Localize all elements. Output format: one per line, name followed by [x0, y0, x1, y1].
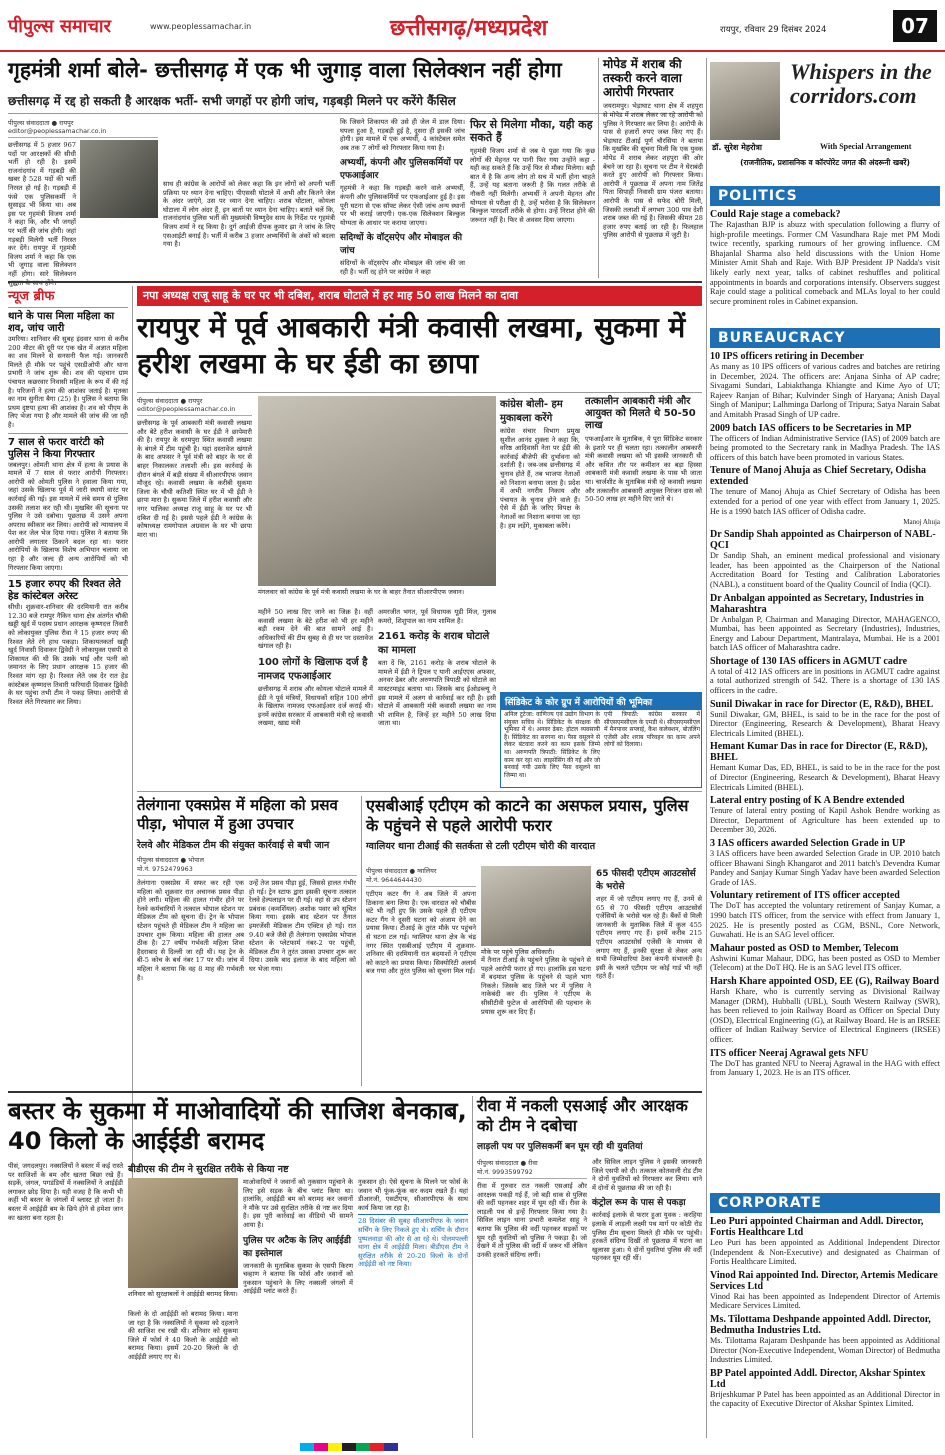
bureaucracy-item-text: Dr Sandip Shah, an eminent medical professional and visionary leader, has been appointed as the Chairperson of the National Accreditation Board for Testing and Calibration Laboratories (NABL), a constituent board of the Quality Council of India (QCI).: [710, 551, 940, 589]
ed-side: [585, 396, 702, 691]
telangana-col2: उन्हें तेज प्रसव पीड़ा हुई, जिससे हालत गंभीर हो गई। ट्रेन स्टाफ द्वारा इसकी सूचना तत्काल रेलवे हेल्पलाइन पर दी गई। वहां से उप स्टेशन प्रबंधक (कमर्शियल) अशोक पवार को सूचित किया गया। इसके बाद स्टेशन पर तैनात इमरजेंसी मेडिकल टीम एक्टिव हो गई। रात 9.40 बजे जैसे ही तेलंगाना एक्सप्रेस भोपाल स्टेशन के प्लेटफार्म नंबर-2 पर पहुंची, मेडिकल टीम ने तुरंत उसका उपचार शुरू कर दिया। उसके बाद इलाज के बाद महिला को घर भेजा गया।: [249, 879, 356, 973]
manoj-ahuja-photo-caption: Manoj Ahuja: [903, 518, 940, 527]
bureaucracy-section: [710, 328, 940, 1176]
sbi-col2: [481, 948, 591, 1016]
ed-col3-text: अमरजीत भगत, पूर्व विधायक यूडी मिंज, गुलाब कमरो, शिशुपाल का नाम शामिल है।: [378, 608, 496, 625]
print-color-strip: [300, 1436, 660, 1444]
bureaucracy-item-title: Lateral entry posting of K A Bendre extended: [710, 795, 905, 807]
sbi-side-text: शहर में जो एटीएम लगाए गए हैं, उनमें से 65 से 70 फीसदी एटीएम आउटसोर्स एजेंसियों के भरोसे चल रहे हैं। बैंकों से मिली जानकारी के मुताबिक जिले में कुल 455 एटीएम लगाए गए हैं। इनमें करीब 215 एटीएम आउटसोर्स एजेंसी के माध्यम से लगाए गए हैं, इनकी सुरक्षा से लेकर अन्य सभी जिम्मेदारियां ठेका कंपनी संभालती है। इसी के चलते एटीएम पर कोई गार्ड भी नहीं रहते हैं।: [596, 895, 702, 981]
corporate-item-text: Vinod Rai has been appointed as Independent Director of Artemis Medicare Services Limited.: [710, 1291, 940, 1311]
bureaucracy-item-title: Mahaur posted as OSD to Member, Telecom: [710, 942, 899, 954]
corporate-list: [710, 1216, 940, 1409]
bureaucracy-item-title: 3 IAS officers awarded Selection Grade in UP: [710, 838, 906, 849]
bureaucracy-item-text: 3 IAS officers have been awarded Selection Grade in UP. 2010 batch officer Bhawani Singh Khangarot and 2011 batch's Devendra Kumar Pandey and Sanjay Kumar Singh Yadav have been awarded Selection Grade of IAS.: [710, 849, 940, 887]
top-story-headline: गृहमंत्री शर्मा बोले- छत्तीसगढ़ में एक भी जुगाड़ वाला सिलेक्शन नहीं होगा: [8, 58, 562, 82]
bureaucracy-item-title: Voluntary retirement of ITS officer accepted: [710, 890, 900, 902]
sukma-col3: [243, 1178, 353, 1296]
bureaucracy-item-text: As many as 10 IPS officers of various cadres and batches are retiring in December, 2024. The officers are: Anjana Sinha of AP cadre; Sivagami Sundari, Labiakthanga Khiangte and Kime Ayo of UT; Rajeev Ranjan of Bihar; Kulvinder Singh of Haryana; Anish Dayal Singh of Manipur; Lalhminga Darlong of Tripura; Satya Narain Sabat and Amitabh Prasad Singh of UP cadre.: [710, 362, 940, 419]
bureaucracy-item-text: The DoT has accepted the voluntary retirement of Sanjay Kumar, a 1990 batch ITS officer, from the service with effect from January 1, 2025. He is presently posted as CGM, BSNL, Core Network, Guwahati. He is an SAG level officer.: [710, 901, 940, 940]
sbi-col1-text: एटीएम कटर गैंग ने अब जिले में अपना ठिकाना बना लिया है। एक वारदात को चौबीस घंटे भी नहीं हुए कि उसके पहले ही एटीएम कटर गैंग ने दूसरी घटना को अंजाम देने का प्रयास किया। टीआई के तुरंत मौके पर पहुंचने से घटना टल गई। ग्वालियर थाना क्षेत्र के चंद्र नगर स्थित एसबीआई एटीएम में शुक्रवार-शनिवार की दरमियानी रात बदमाशों ने एटीएम को काटने का प्रयास किया। सिक्योरिटी अलार्म बज गया और तुरंत पुलिस को सूचना मिल गई।: [366, 890, 476, 976]
ed-subhead-2: 2161 करोड़ के शराब घोटाले का मामला: [378, 631, 490, 657]
top-story-col3-text: कि जिसने शिकायत की उसे ही जेल में डाल दिया। घपला हुआ है, गड़बड़ी हुई है, दूसरा ही इसकी जांच होगी। इस मामले में एक अभ्यर्थी, 4 कांस्टेबल समेत अब तक 7 लोगों को गिरफ्तार किया गया है।: [340, 118, 465, 152]
sbi-photo-caption: मौके पर पहुंचे पुलिस अधिकारी।: [481, 948, 555, 956]
corporate-section: [710, 1193, 940, 1438]
newspaper-logo: पीपुल्स समाचार: [8, 16, 111, 37]
rewa-col2b-text: कार्रवाई इलाके से फरार हुआ युवक : करहिया इलाके में लाड़ली लक्ष्मी पथ मार्ग पर कोठी रोड पुलिस टीम सूचना मिलते ही मौके पर पहुंची। हरकतें संदिग्ध दिखीं तो पूछताछ में घटना का खुलासा हुआ। ये दोनों युवतियां पुलिस की वर्दी पहनकर घूम रही थीं।: [592, 1211, 702, 1263]
bureaucracy-item-text: Dr Anbalgan P, Chairman and Managing Director, MAHAGENCO, Mumbai, has been appointed as Secretary (Industries), Industries, Energy and Labour Department, Mantralaya, Mumbai. He is a 2001 batch IAS officer of Maharashtra cadre.: [710, 614, 940, 653]
sukma-photo-caption: शनिवार को सुरक्षाबलों ने आईईडी बरामद किया।: [128, 1290, 238, 1298]
top-story-col1: [8, 118, 158, 278]
ed-col2-text: महीने 50 लाख दिए जाने का जिक्र है। वहीं कवासी लखमा के बेटे हरीश को भी हर महीने बड़ी रकम देने की बात सामने आई है। अधिकारियों की टीम सुबह से ही घर पर दस्तावेज खंगाल रही है।: [258, 608, 373, 651]
ed-subhead-3: कांग्रेस बोली- हम मुकाबला करेंगे: [500, 399, 563, 424]
rewa-byline: पीपुल्स संवाददाता ● रीवा मो.नं. 9993599792: [477, 1158, 587, 1179]
moped-headline: मोपेड में शराब की तस्करी करने वाला आरोपी गिरफ्तार: [603, 57, 682, 99]
politics-section: [710, 186, 940, 316]
ed-subhead-1: 100 लोगों के खिलाफ दर्ज है नामजद एफआईआर: [258, 656, 368, 682]
telangana-headline: तेलंगाना एक्सप्रेस में महिला को प्रसव पीड़ा, भोपाल में हुआ उपचार: [137, 796, 338, 833]
syndicate-box-right: एपी त्रिपाठी: कांग्रेस सरकार में सीएसएमसीएल के एमडी थे। सीएसएमसीएल में मैनपावर सप्लाई, कैश कलेक्शन, बोतलिंग एजेंसी और शराब परिवहन का काम अपने लोगों को दिलाया।: [604, 711, 700, 749]
top-story-headline-block: [8, 58, 698, 92]
ed-side-text: एफआईआर के मुताबिक, ये पूरा सिंडिकेट सरकार के इशारे पर ही चलता रहा। तत्कालीन आबकारी मंत्री कवासी लखमा को भी इसकी जानकारी थी और कथित तौर पर कमीशन का बड़ा हिस्सा आबकारी मंत्री कवासी लखमा के पास भी जाता था। चार्जशीट के मुताबिक मंत्री रहे कवासी लखमा और तत्कालीन आबकारी आयुक्त निरंजन दास को 50-50 लाख हर महीने दिए जाते थे।: [585, 435, 702, 504]
page-number: 07: [893, 10, 937, 42]
bureaucracy-item-title: Shortage of 130 IAS officers in AGMUT cadre: [710, 655, 908, 667]
syndicate-box-left: अनिल टुटेजा: वाणिज्य एवं उद्योग विभाग के संयुक्त सचिव थे। सिंडिकेट के संरक्षक की भूमिका में थे। अनवर ढेबर: होटल व्यवसायी है। सिंडिकेट का सरगना था। पैसा वसूलने से लेकर बंटवारा करने का काम इसके जिम्मे था। अरुणपति त्रिपाठी: सिंडिकेट के लिए काम कर रहा था। लाइसेंसिंग की गई और जो बनवाई गयी उसके लिए पैसा वसूलने का जिम्मा था।: [504, 711, 600, 779]
sbi-headline: एसबीआई एटीएम को काटने का असफल प्रयास, पुलिस के पहुंचने से पहले आरोपी फरार: [366, 796, 689, 835]
ed-col2b-text: छत्तीसगढ़ में शराब और कोयला घोटाले मामले में ईडी ने पूर्व मंत्रियों, विधायकों सहित 100 लोगों के खिलाफ नामजद एफआईआर दर्ज कराई थी। इनमें कांग्रेस सरकार में आबकारी मंत्री रहे कवासी लखमा, खाद्य मंत्री: [258, 684, 373, 728]
bureaucracy-item-text: Hemant Kumar Das, ED, BHEL, is said to be in the race for the post of Director (Engineering, Research & Development), Bharat Heavy Electricals Limited (BHEL).: [710, 763, 940, 792]
bureaucracy-item-title: 10 IPS officers retiring in December: [710, 351, 864, 362]
sukma-col1: पीसं, जगदलपुर। नक्सलियों ने बस्तर में कई रास्ते पर साजिशों के बम और खतरा बिछा रखे हैं। सड़कें, जंगल, पगडंडियों में नक्सलियों ने आईईडी लगाकर छोड़ दिया है। यही वजह है कि कभी भी कहीं भी बस्तर के जंगलों में ब्लास्ट हो जाता है। बस्तर में आईईडी बम के छिपे होने से हमेशा जान का खतरा बना रहता है।: [8, 1162, 123, 1222]
sbi-col2-text: में तैनात टीआई के पहुंचने पुलिस के पहुंचने से पहले आरोपी फरार हो गए। हालांकि इस घटना में बदमाश पुलिस के पहुंचने से पहले भाग निकले। जिसके बाद जिले भर में पुलिस ने नाकेबंदी कर दी। पुलिस ने एटीएम के सीसीटीवी फुटेज से आरोपियों की पहचान के प्रयास शुरू कर दिए हैं।: [481, 956, 591, 1016]
sukma-headline: बस्तर के सुकमा में माओवादियों की साजिश बेनकाब, 40 किलो के आईईडी बरामद: [8, 1097, 467, 1155]
sukma-col2: किलो के दो आईईडी को बरामद किया। माना जा रहा है कि नक्सलियों ने सुकमा को दहलाने की साजिश रच रखी थी। शनिवार को सुकमा जिले में फोर्स ने 40 किलो के आईईडी को बरामद किया। इसमें 20-20 किलो के दो आईईडी लगाए गए थे।: [128, 1310, 238, 1361]
top-story-col2-text: साथ ही कांग्रेस के आरोपों को लेकर कहा कि इन लोगों को अपनी भर्ती प्रक्रिया पर ध्यान देना चाहिए। पीएससी घोटाले में अभी और कितने जेल के अंदर जाएंगे, उस पर ध्यान देना चाहिए। शराब घोटाला, कोयला घोटाला में लोग अंदर हैं, इन बातों पर ध्यान देना चाहिए। बताते चलें कि, राजनांदगांव पुलिस भर्ती की मुख्यमंत्री विष्णुदेव साय के निर्देश पर गृहमंत्री विजय शर्मा ने रद्द किया है। दुर्ग आईजी दीपक कुमार झा ने जांच के लिए एसआईटी बनाई है। भर्ती में करीब 3 हजार अभ्यर्थियों के अंकों को बदला गया है।: [163, 180, 335, 249]
sbi-story: [366, 796, 702, 1086]
atm-photo: [481, 866, 591, 946]
politics-list: [710, 209, 940, 306]
rewa-col2: [592, 1158, 702, 1263]
bureaucracy-item-title: Dr Anbalgan appointed as Secretary, Industries in Maharashtra: [710, 592, 924, 615]
ed-col2: [258, 608, 373, 786]
sbi-side: [596, 866, 702, 981]
top-story-col4: [470, 118, 595, 278]
bureaucracy-item-title: Sunil Diwakar in race for Director (E, R&D), BHEL: [710, 698, 934, 710]
byline: पीपुल्स संवाददाता ● रायपुर editor@peoplessamachar.co.in: [8, 118, 158, 138]
sukma-info-box: 28 दिसंबर की सुबह सीआरपीएफ के जवान सर्चिंग के लिए निकले हुए थे। सर्चिंग के दौरान पुष्पलवाड़ा की ओर से आ रहे थे। पोलमपल्ली थाना क्षेत्र में आईईडी मिला। बीडीएस टीम ने सुरक्षित तरीके से 20-20 किलो के दोनों आईईडी को नष्ट किया।: [358, 1214, 468, 1269]
rewa-col1: [477, 1158, 587, 1259]
bureaucracy-item-text: The DoT has granted NFU to Neeraj Agrawal in the HAG with effect from January 1, 2023. He is an ITS officer.: [710, 1058, 940, 1078]
home-minister-photo: [80, 140, 158, 218]
bureaucracy-item-text: Ashwini Kumar Mahaur, DDG, has been posted as OSD to Member (Telecom) at the DoT HQ. He is an SAG level ITS officer.: [710, 953, 940, 973]
telangana-col1: तेलंगाना एक्सप्रेस में सफर कर रही एक महिला को शुक्रवार रात अचानक प्रसव पीड़ा होने लगी। महिला की हालत गंभीर होने पर रेलवे कर्मचारियों ने तत्काल भोपाल स्टेशन पर मेडिकल टीम को सूचना दी। ट्रेन के भोपाल स्टेशन पहुंचते ही मेडिकल टीम ने महिला का उपचार शुरू किया। महिला की हालत अब ठीक है। 27 वर्षीय गर्भवती महिला शिवा हैदराबाद से दिल्ली जा रही थी। यह ट्रेन के बी-5 कोच के बर्थ नंबर 17 पर थी। जांच में महिला ने बताया कि वह 8 माह की गर्भवती है।: [137, 879, 244, 982]
top-story-subhead: छत्तीसगढ़ में रद्द हो सकती है आरक्षक भर्ती- सभी जगहों पर होगी जांच, गड़बड़ी मिलने पर करेंगे कैंसिल: [8, 94, 456, 108]
brief-item-text: सीधी। शुक्रवार-शनिवार की दरमियानी रात करीब 12.30 बजे रामपुर नैकिन थाना क्षेत्र अंतर्गत चौकी खड्डी खुर्द में पदस्थ प्रधान आरक्षक कृष्णदत्त तिवारी को लोकायुक्त पुलिस रीवा ने 15 हजार रुपए की रिश्वत लेते रंगे हाथ पकड़ा। शिकायतकर्ता खड्डी खुर्द निवासी दिवाकर द्विवेदी ने लोकायुक्त एसपी से शिकायत की थी कि उसके भाई और पत्नी को जमानत के लिए प्रधान आरक्षक 15 हजार की रिश्वत मांग रहा है। रिश्वत लेते जब देर रात हेड कांस्टेबल कृष्णदत्त तिवारी फरियादी दिवाकर द्विवेदी के घर पहुंचा तभी टीम ने पकड़ लिया। आरोपी से रिश्वत लेते गिरफ्तार कर लिया।: [8, 603, 128, 706]
website-link[interactable]: www.peoplessamachar.in: [150, 22, 252, 31]
top-story-subhead-3: फिर से मिलेगा मौका, यही कह सकते हैं: [470, 118, 593, 144]
ed-col4: [500, 396, 580, 691]
bureaucracy-item-title: ITS officer Neeraj Agrawal gets NFU: [710, 1047, 869, 1059]
sbi-col1: [366, 866, 476, 976]
top-story-subhead-2: सदिग्धों के वॉट्सऐप और मोबाइल की जांच: [340, 233, 463, 257]
sbi-subhead: ग्वालियर थाना टीआई की सतर्कता से टली एटीएम चोरी की वारदात: [366, 841, 596, 852]
rewa-story: [477, 1096, 702, 1438]
moped-story: [603, 58, 703, 278]
whispers-tagline: (राजनीतिक, प्रशासनिक व कॉरपोरेट जगत की अंदरूनी खबरें): [740, 158, 910, 167]
politics-heading: POLITICS: [710, 186, 940, 206]
dateline: रायपुर, रविवार 29 दिसंबर 2024: [720, 25, 827, 35]
top-story-col3b-text: गृहमंत्री ने कहा कि गड़बड़ी करने वाले अभ्यर्थी, कंपनी और पुलिसकर्मियों पर एफआईआर हुई है। इस पूरी घटना से एक सॉफ्ट लेकर ऐसी जांच अन्य स्थानों पर भी कराई जाएगी। एक-एक सिलेक्शन बिल्कुल योग्यता के आधार पर कराया जाएगा।: [340, 184, 465, 227]
telangana-story: [137, 796, 357, 1086]
syndicate-box: [500, 692, 702, 788]
ed-col1-text: छत्तीसगढ़ के पूर्व आबकारी मंत्री कवासी लखमा और बेटे हरीश कवासी के घर ईडी ने छापेमारी की है। रायपुर के धरमपुरा स्थित कवासी लखमा के बंगले में टीम पहुंची है। यहां दस्तावेज खंगाले के बाद अफसर ने पूर्व मंत्री को बाहर के घर से बाहर निकालकर तलाशी ली। इस कार्रवाई के दौरान बंगले में बड़ी संख्या में सीआरपीएफ जवान मौजूद रहे। कवासी लखमा के करीबी सुकमा जिला के चौथी कतिशी स्थित घर में भी ईडी ने छापा मारा है। सुकमा जिले में हरीश कवासी और नगर पालिका अध्यक्ष राजू साहू के घर पर भी दबिश दी गई है। इससे पहले ईडी ने कांग्रेस के कोषाध्यक्ष रामगोपाल अग्रवाल के घर भी छापा मारा था।: [137, 419, 252, 539]
bureaucracy-item-text: A total of 412 IAS officers are in positions in AGMUT cadre against a total authorized strength of 542. There is a shortage of 130 IAS officers in the cadre.: [710, 666, 940, 696]
brief-item-text: उमरिया। शानिवार की सुबह इंदवार थाना से करीब 200 मीटर की दूरी पर एक खेत में अज्ञात महिला का शव मिलने से सनसनी फैल गई। जानकारी मिलते ही मौके पर पहुंचे एसडीओपी और थाना प्रभारी ने जांच शुरू की। शव की पहचान ग्राम पंचायत कछरवार निवासी महिला के रूप में की गई है। परिजनों ने हत्या की आशंका जताई है। मृतका का नाम सुनीता बैगा (25) है। पुलिस ने बताया कि प्रथम दृष्टया हत्या की आशंका है। शव को पीएम के लिए भेजा गया है और मामले की जांच की जा रही है।: [8, 335, 128, 429]
corporate-item-title: Ms. Tilottama Deshpande appointed Addl. Director, Bedmutha Industries Ltd.: [710, 1313, 931, 1336]
bureaucracy-item-title: Dr Sandip Shah appointed as Chairperson of NABL-QCI: [710, 529, 936, 552]
bureaucracy-item-text: The officers of Indian Administrative Service (IAS) of 2009 batch are being promoted to the Secretary rank in Madhya Pradesh. The IAS officers of this batch have been promoted in various States.: [710, 433, 940, 462]
sbi-byline: पीपुल्स संवाददाता ● ग्वालियर मो.नं. 9644644430: [366, 866, 476, 887]
corporate-item-text: Ms. Tilottama Rajaram Deshpande has been appointed as Additional Director (Non-Executive Independent, Woman Director) of Bedmutha Industries Limited.: [710, 1335, 940, 1365]
bureaucracy-item-text: Harsh Khare, who is currently serving as Divisional Railway Manager (DRM), Hubballi (UBL), South Western Railway (SWR), has been relieved to join Railway Board as Officer on Special Duty (OSD), Electrical Engineering (G), at Railway Board. He is an IRSEE officer of Indian Railway Service of Electrical Engineers (IRSEE) officer.: [710, 986, 940, 1044]
ed-story-headline: रायपुर में पूर्व आबकारी मंत्री कवासी लखमा, सुकमा में हरीश लखमा के घर ईडी का छापा: [137, 311, 686, 380]
ed-col3: [378, 608, 496, 786]
sukma-col3b-text: जानकारी के मुताबिक सुकमा के एसपी किरण चव्हाण ने बताया कि फोर्स और जवानों को नुकसान पहुंचाने के लिए नक्सली जंगलों में आईईडी प्लांट करते हैं।: [243, 1261, 353, 1296]
top-story-col3: [340, 118, 465, 278]
section-title: छत्तीसगढ़/मध्यप्रदेश: [390, 16, 548, 41]
whispers-header: [710, 58, 940, 176]
ed-col1: [137, 396, 252, 786]
ed-raid-photo: [258, 396, 496, 586]
ed-photo-caption: मंगलवार को कांग्रेस के पूर्व मंत्री कवासी लखमा के घर के बाहर तैनात सीआरपीएफ जवान।: [258, 588, 465, 596]
ed-side-headline: तत्कालीन आबकारी मंत्री और आयुक्त को मिलते थे 50-50 लाख: [585, 396, 696, 431]
sukma-col3-text: माओवादियों ने जवानों को नुकसान पहुंचाने के लिए इसे सड़क के बीच प्लांट किया था। हालांकि, आईईडी बम को बरामद कर जवानों ने मौके पर उसे सुरक्षित तरीके से नष्ट कर दिया है। इस पूरी कार्रवाई का वीडियो भी सामने आया है।: [243, 1178, 353, 1229]
rewa-col2-text: और सिविल लाइन पुलिस ने इसकी जानकारी जिले एसपी को दी। तत्काल कोतवाली रोड टीम ने दोनों युवतियों को गिरफ्तार कर लिया। थाने में दोनों से पूछताछ की जा रही है।: [592, 1158, 702, 1192]
bureaucracy-item-title: Harsh Khare appointed OSD, EE (G), Railway Board: [710, 975, 940, 987]
rewa-subhead-2: कंट्रोल रूम के पास से पकड़ा: [592, 1198, 686, 1209]
brief-item-text: जबलपुर। ओमती थाना क्षेत्र में हत्या के प्रयास के मामले में 7 साल से फरार आरोपी गिरफ्तार। आरोपी को ओमती पुलिस ने हवाला किया गया, जहां उसके खिलाफ पूर्व में जारी स्थायी वारंट पर कार्रवाई की गई। इस मामले में लंबे समय से पुलिस उसकी तलाश कर रही थी। मुखबिर की सूचना पर पुलिस ने उसे दबोचा। पूछताछ में उसने अपना अपराध स्वीकार कर लिया। आरोपी को न्यायालय में पेश कर जेल भेज दिया गया। पुलिस ने बताया कि आरोपी लगातार ठिकाने बदल रहा था। फरार आरोपियों के खिलाफ विशेष अभियान चलाया जा रहा है और जल्द ही अन्य आरोपियों को भी गिरफ्तार किया जाएगा।: [8, 460, 128, 572]
corporate-item-text: Brijeshkumar P Patel has been appointed as an Additional Director in the capacity of Executive Director of Akshar Spintex Limited.: [710, 1389, 940, 1409]
politics-item-text: The Rajasthan BJP is abuzz with speculation following a flurry of high-profile meetings. Former CM Vasundhara Raje met PM Modi twice recently, sparking rumours of her growing influence. CM Bhajanlal Sharma also held discussions with the Union Home Minister Amit Shah and Raje. With BJP President JP Nadda's visit likely early next year, talks of cabinet reshuffles and political appointments in boards and corporations intensify. Observers suggest Raje could stage a political comeback and MLAs loyal to her could secure prominent roles in Cabinet expansion.: [710, 220, 940, 306]
top-story-col3c-text: संदिग्धों के वॉट्सऐप और मोबाइल की जांच की जा रही है। भर्ती रद्द होने पर कांग्रेस ने कहा: [340, 259, 465, 276]
sukma-subhead: बीडीएस की टीम ने सुरक्षित तरीके से किया नष्ट: [128, 1164, 289, 1175]
rewa-headline: रीवा में नकली एसआई और आरक्षक को टीम ने दबोचा: [477, 1096, 688, 1135]
rewa-subhead: लाड़ली पथ पर पुलिसकर्मी बन घूम रही थी युवतियां: [477, 1142, 643, 1152]
top-story-col2: [163, 118, 335, 278]
moped-text: जयरामपुर। भेड़ाघाट थाना क्षेत्र में शहपुरा से मोपेड में शराब लेकर जा रहे आरोपी को पुलिस ने गिरफ्तार कर लिया है। आरोपी के पास से हजारों रुपए जब्त किए गए हैं। भेड़ाघाट टीआई पूर्ण चौरसिया ने बताया कि मुखबिर की सूचना मिली कि एक युवक मोपेड में शराब लेकर शहपुरा की ओर बेचने जा रहा है। सूचना पर टीम ने घेराबंदी करते हुए आरोपी को गिरफ्तार किया। आरोपी ने पूछताछ में अपना नाम जितेंद्र पिता सिपाही निवासी ग्राम पंजरा बताया। आरोपी के पास से सफेद बोरी मिली, जिसकी तलाशी में लगभग 300 पाव देशी शराब जब्त की गई है। जिसकी कीमत 28 हजार रुपए बताई जा रही है। फिलहाल पुलिस आरोपी से पूछताछ में जुटी है।: [603, 102, 703, 240]
corporate-item-title: BP Patel appointed Addl. Director, Akshar Spintex Ltd: [710, 1367, 926, 1390]
special-arrangement: With Special Arrangement: [820, 142, 912, 151]
columnist-name: डॉ. सुरेश मेहरोत्रा: [712, 143, 762, 152]
brief-item-title: थाने के पास मिला महिला का शव, जांच जारी: [8, 307, 128, 335]
sukma-story: [8, 1096, 468, 1438]
bureaucracy-item-text: Tenure of lateral entry posting of Kapil Ashok Bendre working as Director, Department of Agriculture has been extended up to December 30, 2026.: [710, 806, 940, 835]
sbi-side-title: 65 फीसदी एटीएम आउटसोर्स के भरोसे: [596, 869, 696, 892]
bureaucracy-heading: BUREAUCRACY: [710, 328, 940, 348]
masthead: [0, 0, 945, 52]
columnist-photo: [710, 62, 780, 140]
rewa-col1-text: रीवा में गुरुवार रात नकली एसआई और आरक्षक पकड़ी गई हैं, जो बड़ी धाक से पुलिस की वर्दी पहनकर शहर में घूम रही थीं। रीवा के लाड़ली पथ से इन्हें गिरफ्तार किया गया है। सिविल लाइन थाना प्रभारी कमलेश साहू ने बताया कि पुलिस की वर्दी पहनकर सड़कों पर घूम रही युवतियों को पुलिस ने पकड़ा है। जो देखने में तो पुलिस की वर्दी में जरूर थीं लेकिन उनकी हरकतें संदिग्ध लगीं।: [477, 1182, 587, 1259]
top-story-col4-text: गृहमंत्री विजय शर्मा से जब ये पूछा गया कि कुछ लोगों की मेहनत पर पानी फिर गया उन्होंने कहा - यही कह सकते हैं कि उन्हें फिर से मौका मिलेगा। बड़ी बात ये है कि अन्य लोग तो सच में भर्ती होना चाहते हैं, उन्हें यह बताना जरूरी है कि गलत तरीके से नौकरी नहीं मिलेगी। अभ्यर्थी ने अपनी मेहनत और योग्यता से परीक्षा दी है, उन्हें भरोसा है कि सिलेक्शन बिल्कुल पारदर्शी तरीके से होगा। उन्हें निराश होने की जरूरत नहीं है। फिर से अवसर दिया जाएगा।: [470, 147, 595, 224]
top-story-col1-text: छत्तीसगढ़ में 5 हजार 967 पदों पर आरक्षकों की सीधी भर्ती हो रही है। इसमें राजनांदगांव में गड़बड़ी की खबर है 528 पदों की भर्ती निरस्त हो गई है। गड़बड़ी में फंसे एक पुलिसकर्मी ने सुसाइड भी किया था। अब इस पर गृहमंत्री विजय शर्मा ने कहा कि, और भी जगहों पर भर्ती की जांच होगी। जहां गड़बड़ी मिलेगी भर्ती निरस्त कर देंगे। रायपुर में गृहमंत्री विजय शर्मा ने कहा कि एक भी जुगाड़ वाला सिलेक्शन नहीं होगा। सारे सिलेक्शन: [8, 141, 76, 278]
corporate-heading: CORPORATE: [710, 1193, 940, 1213]
whispers-title: Whispers in the corridors.com: [790, 59, 932, 108]
telangana-subhead: रेलवे और मेडिकल टीम की संयुक्त कार्रवाई से बची जान: [137, 840, 330, 851]
bureaucracy-list: [710, 351, 940, 1078]
ed-story-kicker: नपा अध्यक्ष राजू साहू के घर पर भी दबिश, शराब घोटाले में हर माह 50 लाख मिलने का दावा: [137, 286, 702, 306]
brief-item-title: 15 हजार रुपए की रिश्वत लेते हेड कांस्टेबल अरेस्ट: [8, 575, 128, 603]
bureaucracy-item-title: Tenure of Manoj Ahuja as Chief Secretary, Odisha extended: [710, 465, 926, 488]
news-brief-label: न्यूज ब्रीफ: [8, 289, 55, 304]
telangana-byline: पीपुल्स संवाददाता ● भोपाल मो.नं. 9752479963: [137, 855, 357, 876]
brief-list: [8, 307, 128, 706]
brief-item-title: 7 साल से फरार वारंटी को पुलिस ने किया गिरफ्तार: [8, 433, 128, 461]
syndicate-box-title: सिंडिकेट के कोर ग्रुप में आरोपियों की भूमिका: [501, 693, 701, 710]
ed-byline: पीपुल्स संवाददाता ● रायपुर editor@peoplessamachar.co.in: [137, 396, 252, 416]
politics-item-title: Could Raje stage a comeback?: [710, 209, 841, 220]
ed-col4b-text: कांग्रेस संचार विभाग प्रमुख सुशील आनंद शुक्ला ने कहा कि, वरिष्ठ आदिवासी नेता पर ईडी की कार्रवाई बीजेपी की दुर्भावना को दर्शाती है। जब-जब छत्तीसगढ़ में चुनाव होते हैं, तब भाजपा नेताओं को निशाना बनाया जाता है। प्रदेश में अभी नगरीय निकाय और पंचायत के चुनाव होने वाले हैं। ऐसे में ईडी के जरिए विपक्ष के नेताओं का निशाना बनाया जा रहा है। हम लड़ेंगे, मुकाबला करेंगे।: [500, 427, 580, 530]
corporate-item-text: Leo Puri has been appointed as Additional Independent Director (Independent & Non-Executive) and designated as Chairman of Fortis Healthcare Limited.: [710, 1238, 940, 1267]
corporate-item-title: Leo Puri appointed Chairman and Addl. Director, Fortis Healthcare Ltd: [710, 1216, 924, 1238]
bureaucracy-item-title: 2009 batch IAS officers to be Secretaries in MP: [710, 422, 912, 434]
sukma-col4: [358, 1178, 468, 1269]
bureaucracy-item-text: Sunil Diwakar, GM, BHEL, is said to be in the race for the post of Director (Engineering, Research & Development), Bharat Heavy Electricals Limited (BHEL).: [710, 709, 940, 738]
top-story-subhead-1: अभ्यर्थी, कंपनी और पुलिसकर्मियों पर एफआईआर: [340, 158, 463, 182]
bureaucracy-item-title: Hemant Kumar Das in race for Director (E, R&D), BHEL: [710, 741, 928, 764]
sukma-col4-text: नुकसान हो। ऐसे सूचना के मिलने पर फोर्स के जवान भी फूंक-फूंक कर कदम रखते हैं। यहां डीआरजी, एसटीएफ, सीआरपीएफ के साथ कार्य किया जा रहा है।: [358, 1178, 468, 1212]
sukma-subhead-2: पुलिस पर अटैक के लिए आईईडी का इस्तेमाल: [243, 1235, 351, 1259]
corporate-item-title: Vinod Rai appointed Ind. Director, Artemis Medicare Services Ltd: [710, 1269, 938, 1292]
ied-photo: [128, 1178, 238, 1288]
bureaucracy-item-text: The tenure of Manoj Ahuja as Chief Secretary of Odisha has been extended for a period of one year with effect from January 1, 2025. He is a 1990 batch IAS officer of Odisha cadre.: [710, 487, 940, 516]
ed-col3b-text: बता दें कि, 2161 करोड़ के शराब घोटाले के मामले में ईडी ने ट्रिपल ए यानी आईएएस अफसर, अनवर ढेबर और अरुणपति त्रिपाठी को घोटाले का मास्टरमाइंड बताया था। जिसके बाद ईओडब्ल्यू ने इस मामले में अलग से कार्रवाई कर रही है। इसी घोटाले में आबकारी मंत्री कवासी लखमा का नाम भी शामिल है, जिन्हें हर महीने 50 लाख दिया जाता था।: [378, 659, 496, 728]
